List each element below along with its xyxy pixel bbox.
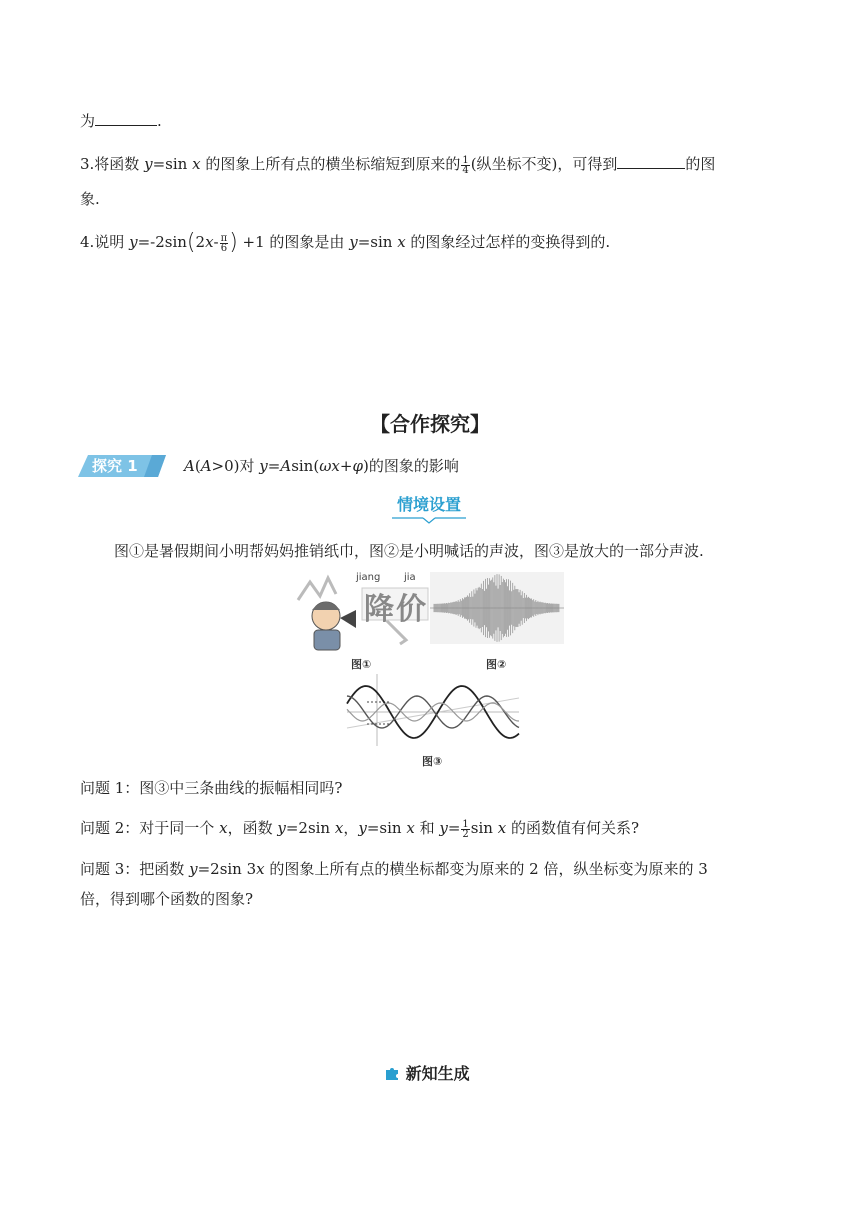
right-paren: ) [229, 230, 238, 255]
problem-3-line2: 倍，得到哪个函数的图象? [80, 890, 254, 908]
explore-heading [184, 455, 459, 477]
question-3-line1 [80, 153, 715, 175]
heading-part: = [267, 457, 281, 475]
q4-fn: y [349, 233, 358, 251]
answer-blank[interactable] [617, 154, 685, 169]
fraction [461, 820, 469, 839]
p3-text: 问题 3：把函数 [80, 860, 190, 878]
problem-2 [80, 817, 639, 839]
section-title: 【合作探究】 [370, 412, 490, 436]
q2-tail-suffix: . [157, 112, 162, 130]
p2-text: =2sin [285, 819, 335, 837]
p2-text: =sin [366, 819, 407, 837]
question-3-line2: 象. [80, 190, 100, 208]
fraction-numerator: π [220, 232, 228, 244]
q3-text: (纵坐标不变)，可得到 [470, 155, 618, 173]
heading-part: y [259, 457, 268, 475]
pinyin-jiang: jiang [356, 572, 381, 583]
q3-var: x [192, 155, 201, 173]
p2-text: sin [470, 819, 498, 837]
q2-tail [80, 110, 162, 132]
p2-var: y [277, 819, 286, 837]
scene-description: 图①是暑假期间小明帮妈妈推销纸巾，图②是小明喊话的声波，图③是放大的一部分声波. [114, 542, 704, 560]
heading-part: sin( [291, 457, 320, 475]
q2-tail-prefix: 为 [80, 112, 96, 130]
heading-part: φ [352, 457, 363, 475]
p3-text: 的图象上所有点的横坐标都变为原来的 2 倍，纵坐标变为原来的 3 [264, 860, 708, 878]
q4-text: 4.说明 [80, 233, 130, 251]
q4-var: x [205, 233, 214, 251]
q4-text: 的图象经过怎样的变换得到的. [405, 233, 611, 251]
heading-part: ( [194, 457, 201, 475]
p2-text: ， [343, 819, 359, 837]
left-paren: ( [186, 230, 196, 255]
q3-text: =sin [152, 155, 193, 173]
p3-text: =2sin 3 [197, 860, 257, 878]
p2-var: y [439, 819, 448, 837]
answer-blank[interactable] [95, 111, 157, 126]
heading-part: ωx [319, 457, 340, 475]
q4-var: x [397, 233, 406, 251]
fraction-numerator: 1 [462, 154, 469, 166]
p2-text: 问题 2：对于同一个 [80, 819, 220, 837]
figure-1-caption: 图① [351, 658, 372, 671]
new-knowledge-label: 新知生成 [405, 1064, 470, 1083]
q4-fn: y [129, 233, 138, 251]
figure-3-sine-curves [345, 672, 521, 748]
figure-3-caption: 图③ [422, 755, 443, 768]
sale-word: 降价 [364, 592, 428, 627]
problem-3-line1 [80, 858, 708, 880]
figure-2-caption: 图② [486, 658, 507, 671]
q4-text: =sin [357, 233, 398, 251]
p2-text: 和 [414, 819, 440, 837]
q3-text: 3.将函数 [80, 155, 145, 173]
new-knowledge-heading [384, 1061, 470, 1084]
pinyin-jia: jia [404, 572, 416, 583]
heading-part: + [339, 457, 353, 475]
p3-var: x [256, 860, 265, 878]
problem-1: 问题 1：图③中三条曲线的振幅相同吗? [80, 779, 343, 797]
p2-text: 的函数值有何关系? [506, 819, 640, 837]
fraction-denominator: 4 [462, 164, 469, 176]
q4-text: +1 的图象是由 [237, 233, 350, 251]
question-4 [80, 231, 610, 254]
heading-part: )的图象的影响 [363, 457, 459, 475]
heading-part: A [280, 457, 292, 475]
p2-var: x [334, 819, 344, 837]
figure-2-sound-wave [430, 572, 564, 644]
puzzle-icon [384, 1065, 400, 1081]
heading-part: A [184, 457, 195, 475]
p3-var: y [189, 860, 198, 878]
p2-var: x [497, 819, 507, 837]
q3-fn: y [144, 155, 153, 173]
p2-var: y [358, 819, 367, 837]
fraction [220, 234, 229, 253]
explore-badge-label: 探究 1 [92, 457, 138, 475]
q3-text: 的图 [685, 155, 716, 173]
p2-var: x [406, 819, 415, 837]
fraction-numerator: 1 [462, 818, 469, 830]
p2-var: x [219, 819, 228, 837]
p2-text: ，函数 [227, 819, 278, 837]
fraction-denominator: 6 [220, 242, 228, 254]
heading-part: >0)对 [211, 457, 260, 475]
p2-text: = [447, 819, 461, 837]
fraction-denominator: 2 [462, 828, 469, 840]
q4-minus: - [213, 233, 219, 251]
fraction [461, 156, 469, 175]
scene-label: 情境设置 [396, 495, 461, 514]
q3-text: 的图象上所有点的横坐标缩短到原来的 [200, 155, 461, 173]
q4-text: =-2sin [137, 233, 187, 251]
heading-part: A [200, 457, 212, 475]
q4-coef: 2 [195, 233, 206, 251]
